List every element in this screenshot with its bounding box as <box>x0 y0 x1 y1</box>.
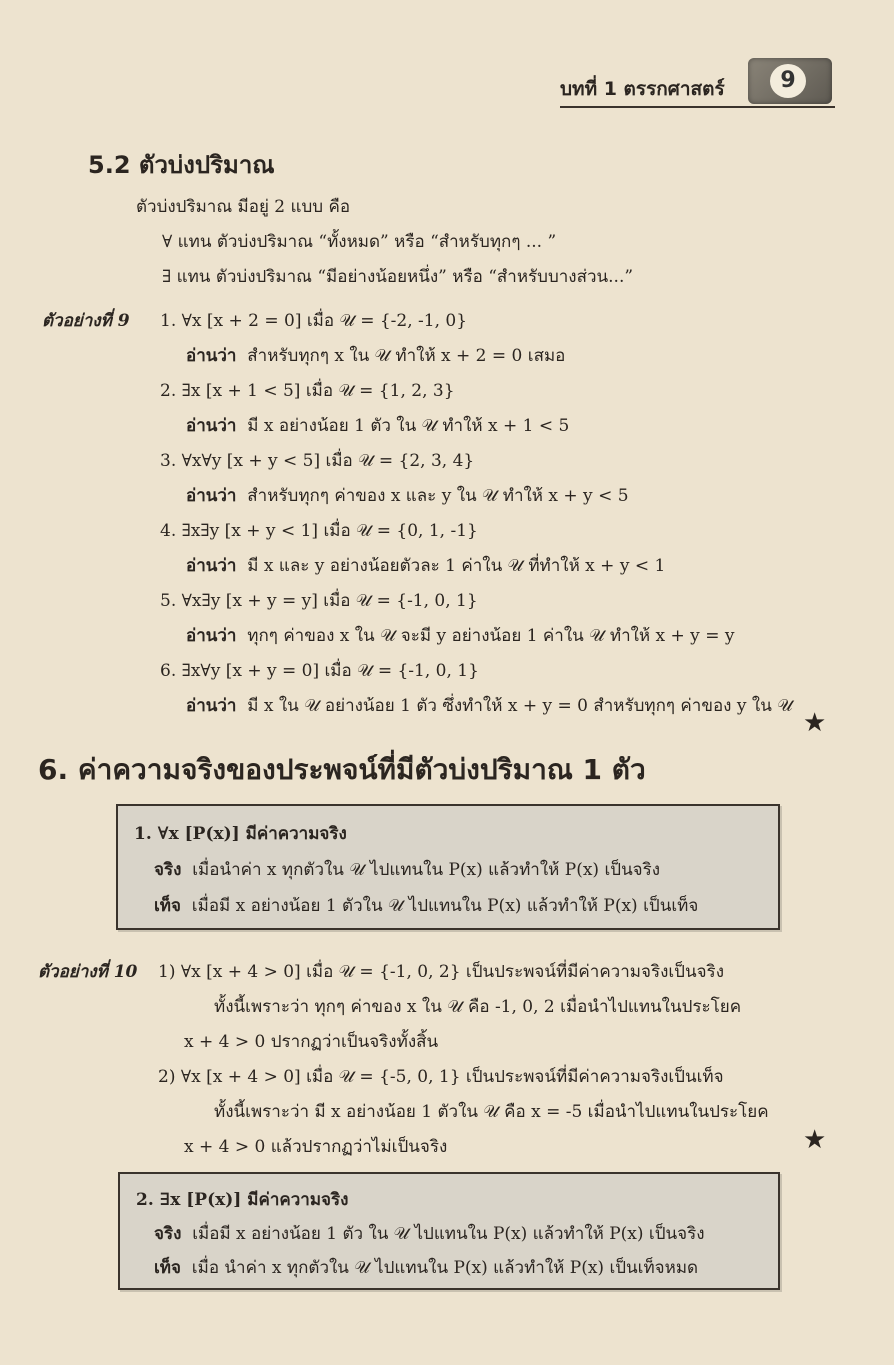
forall-truth-box <box>116 804 780 930</box>
false-label: เท็จ <box>154 1258 181 1278</box>
reading-text: สำหรับทุกๆ ค่าของ x และ y ใน 𝒰 ทำให้ x + y < 5 <box>247 486 629 506</box>
reading-text: สำหรับทุกๆ x ใน 𝒰 ทำให้ x + 2 = 0 เสมอ <box>247 346 566 366</box>
example-10-part-1-line-1: 1) ∀x [x + 4 > 0] เมื่อ 𝒰 = {-1, 0, 2} เป็นประพจน์ที่มีค่าความจริงเป็นจริง <box>158 962 724 982</box>
forall-definition: ∀ แทน ตัวบ่งปริมาณ “ทั้งหมด” หรือ “สำหรับทุกๆ ... ” <box>162 232 557 252</box>
section-6-title: 6. ค่าความจริงของประพจน์ที่มีตัวบ่งปริมาณ 1 ตัว <box>38 753 646 786</box>
example-9-reading-3 <box>186 482 629 509</box>
reading-text: มี x และ y อย่างน้อยตัวละ 1 ค่าใน 𝒰 ที่ทำให้ x + y < 1 <box>247 556 666 576</box>
reading-text: มี x อย่างน้อย 1 ตัว ใน 𝒰 ทำให้ x + 1 < 5 <box>247 416 570 436</box>
chapter-title: บทที่ 1 ตรรกศาสตร์ <box>560 78 725 100</box>
reading-text: ทุกๆ ค่าของ x ใน 𝒰 จะมี y อย่างน้อย 1 ค่าใน 𝒰 ทำให้ x + y = y <box>247 626 735 646</box>
example-9-label: ตัวอย่างที่ 9 <box>42 311 130 331</box>
exists-false-condition <box>154 1254 698 1281</box>
read-as-label: อ่านว่า <box>186 626 237 646</box>
example-10-part-2-line-3: x + 4 > 0 แล้วปรากฏว่าไม่เป็นจริง <box>184 1137 448 1157</box>
example-10-part-1-line-2: ทั้งนี้เพราะว่า ทุกๆ ค่าของ x ใน 𝒰 คือ -1, 0, 2 เมื่อนำไปแทนในประโยค <box>214 997 742 1017</box>
read-as-label: อ่านว่า <box>186 556 237 576</box>
page-number: 9 <box>770 64 806 98</box>
condition-text: เมื่อมี x อย่างน้อย 1 ตัวใน 𝒰 ไปแทนใน P(x) แล้วทำให้ P(x) เป็นเท็จ <box>191 896 699 916</box>
quantifier-intro: ตัวบ่งปริมาณ มีอยู่ 2 แบบ คือ <box>136 197 351 217</box>
example-9-statement-1: 1. ∀x [x + 2 = 0] เมื่อ 𝒰 = {-2, -1, 0} <box>160 311 468 331</box>
example-9-statement-2: 2. ∃x [x + 1 < 5] เมื่อ 𝒰 = {1, 2, 3} <box>160 381 455 401</box>
forall-true-condition <box>154 856 660 883</box>
page-number-badge <box>748 58 832 104</box>
example-10-part-2-line-2: ทั้งนี้เพราะว่า มี x อย่างน้อย 1 ตัวใน 𝒰 คือ x = -5 เมื่อนำไปแทนในประโยค <box>214 1102 769 1122</box>
example-9-reading-4 <box>186 552 665 579</box>
example-9-reading-2 <box>186 412 569 439</box>
false-label: เท็จ <box>154 896 181 916</box>
example-9-reading-1 <box>186 342 565 369</box>
condition-text: เมื่อนำค่า x ทุกตัวใน 𝒰 ไปแทนใน P(x) แล้วทำให้ P(x) เป็นจริง <box>192 860 661 880</box>
end-of-example-star: ★ <box>803 708 827 738</box>
forall-false-condition <box>154 892 698 919</box>
end-of-example-star: ★ <box>803 1125 827 1155</box>
condition-text: เมื่อ นำค่า x ทุกตัวใน 𝒰 ไปแทนใน P(x) แล้วทำให้ P(x) เป็นเท็จหมด <box>191 1258 699 1278</box>
reading-text: มี x ใน 𝒰 อย่างน้อย 1 ตัว ซึ่งทำให้ x + y = 0 สำหรับทุกๆ ค่าของ y ใน 𝒰 <box>247 696 793 716</box>
true-label: จริง <box>154 860 182 880</box>
exists-truth-title: 2. ∃x [P(x)] มีค่าความจริง <box>136 1190 349 1210</box>
read-as-label: อ่านว่า <box>186 416 237 436</box>
exists-definition: ∃ แทน ตัวบ่งปริมาณ “มีอย่างน้อยหนึ่ง” หรือ “สำหรับบางส่วน...” <box>162 267 634 287</box>
true-label: จริง <box>154 1224 182 1244</box>
example-9-reading-6 <box>186 692 793 719</box>
exists-truth-box <box>118 1172 780 1290</box>
example-9-statement-5: 5. ∀x∃y [x + y = y] เมื่อ 𝒰 = {-1, 0, 1} <box>160 591 478 611</box>
condition-text: เมื่อมี x อย่างน้อย 1 ตัว ใน 𝒰 ไปแทนใน P(x) แล้วทำให้ P(x) เป็นจริง <box>192 1224 705 1244</box>
example-9-statement-6: 6. ∃x∀y [x + y = 0] เมื่อ 𝒰 = {-1, 0, 1} <box>160 661 479 681</box>
read-as-label: อ่านว่า <box>186 346 237 366</box>
example-9-reading-5 <box>186 622 734 649</box>
example-9-statement-3: 3. ∀x∀y [x + y < 5] เมื่อ 𝒰 = {2, 3, 4} <box>160 451 475 471</box>
example-10-label: ตัวอย่างที่ 10 <box>38 962 138 982</box>
example-10-part-1-line-3: x + 4 > 0 ปรากฏว่าเป็นจริงทั้งสิ้น <box>184 1032 439 1052</box>
exists-true-condition <box>154 1220 705 1247</box>
example-10-part-2-line-1: 2) ∀x [x + 4 > 0] เมื่อ 𝒰 = {-5, 0, 1} เป็นประพจน์ที่มีค่าความจริงเป็นเท็จ <box>158 1067 724 1087</box>
read-as-label: อ่านว่า <box>186 486 237 506</box>
example-9-statement-4: 4. ∃x∃y [x + y < 1] เมื่อ 𝒰 = {0, 1, -1} <box>160 521 478 541</box>
forall-truth-title: 1. ∀x [P(x)] มีค่าความจริง <box>134 824 347 844</box>
section-5-2-title: 5.2 ตัวบ่งปริมาณ <box>88 151 275 179</box>
header-rule <box>560 106 835 108</box>
read-as-label: อ่านว่า <box>186 696 237 716</box>
